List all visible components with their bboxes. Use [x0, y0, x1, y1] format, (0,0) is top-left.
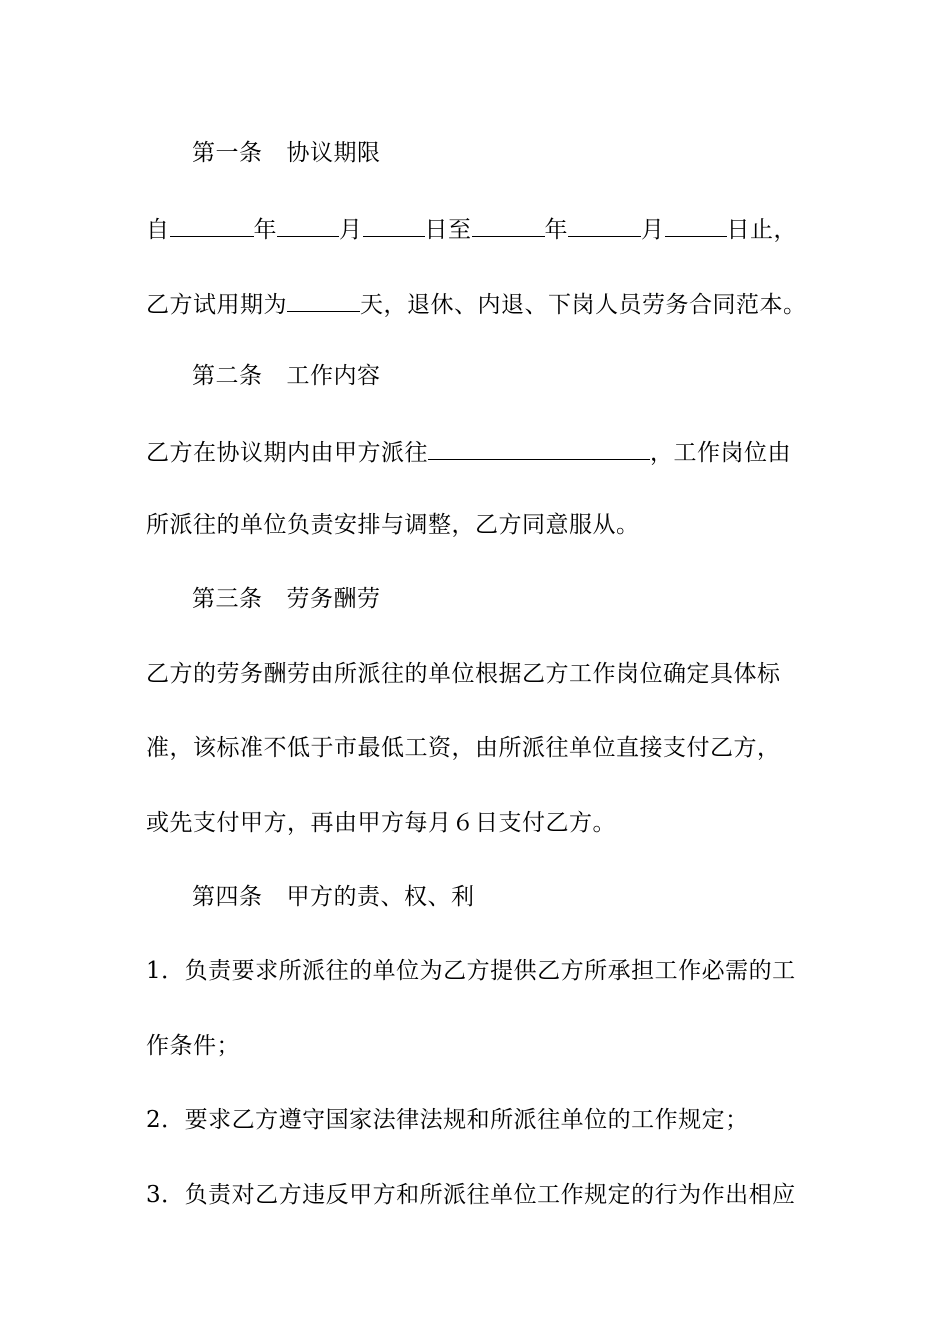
article-4-number: 第四条 — [192, 884, 263, 910]
period-text-from: 自 — [146, 217, 170, 243]
end-day-blank[interactable] — [665, 212, 727, 237]
start-year-blank[interactable] — [170, 212, 254, 237]
period-text-month: 月 — [339, 217, 363, 243]
probation-days-blank[interactable] — [287, 287, 360, 312]
period-text-month-2: 月 — [641, 217, 665, 243]
period-text-year: 年 — [253, 217, 277, 243]
start-day-blank[interactable] — [363, 212, 425, 237]
article-3-number: 第三条 — [192, 586, 263, 612]
work-content-prefix: 乙方在协议期内由甲方派往 — [146, 440, 428, 466]
article-4-heading — [192, 882, 475, 912]
agreement-period-line — [146, 212, 797, 245]
article-2-number: 第二条 — [192, 363, 263, 389]
remuneration-line-1: 乙方的劳务酬劳由所派往的单位根据乙方工作岗位确定具体标 — [146, 661, 781, 687]
article-4-title: 甲方的责、权、利 — [286, 884, 475, 910]
period-text-day-end: 日止， — [726, 217, 797, 243]
article-1-title: 协议期限 — [286, 140, 381, 166]
duty-item-1-line-2: 作条件； — [146, 1033, 240, 1059]
remuneration-line-2: 准，该标准不低于市最低工资，由所派往单位直接支付乙方， — [146, 735, 781, 761]
work-content-line-2: 所派往的单位负责安排与调整，乙方同意服从。 — [146, 512, 640, 538]
assigned-unit-blank[interactable] — [428, 435, 650, 460]
duty-item-1-line-1: 1．负责要求所派往的单位为乙方提供乙方所承担工作必需的工 — [146, 958, 796, 984]
probation-line — [146, 287, 807, 320]
article-2-title: 工作内容 — [286, 363, 381, 389]
end-month-blank[interactable] — [568, 212, 641, 237]
article-3-title: 劳务酬劳 — [286, 586, 381, 612]
work-content-line-1 — [146, 435, 791, 468]
article-2-heading — [192, 361, 381, 391]
work-content-suffix: ，工作岗位由 — [650, 440, 791, 466]
article-1-number: 第一条 — [192, 140, 263, 166]
remuneration-line-3: 或先支付甲方，再由甲方每月６日支付乙方。 — [146, 810, 616, 836]
period-text-day-to: 日至 — [424, 217, 472, 243]
duty-item-3: 3．负责对乙方违反甲方和所派往单位工作规定的行为作出相应 — [146, 1182, 796, 1208]
start-month-blank[interactable] — [277, 212, 339, 237]
probation-suffix: 天，退休、内退、下岗人员劳务合同范本。 — [360, 292, 807, 318]
period-text-year-2: 年 — [544, 217, 568, 243]
duty-item-2: 2．要求乙方遵守国家法律法规和所派往单位的工作规定； — [146, 1107, 749, 1133]
probation-prefix: 乙方试用期为 — [146, 292, 287, 318]
article-1-heading — [192, 138, 381, 168]
article-3-heading — [192, 584, 381, 614]
end-year-blank[interactable] — [472, 212, 545, 237]
